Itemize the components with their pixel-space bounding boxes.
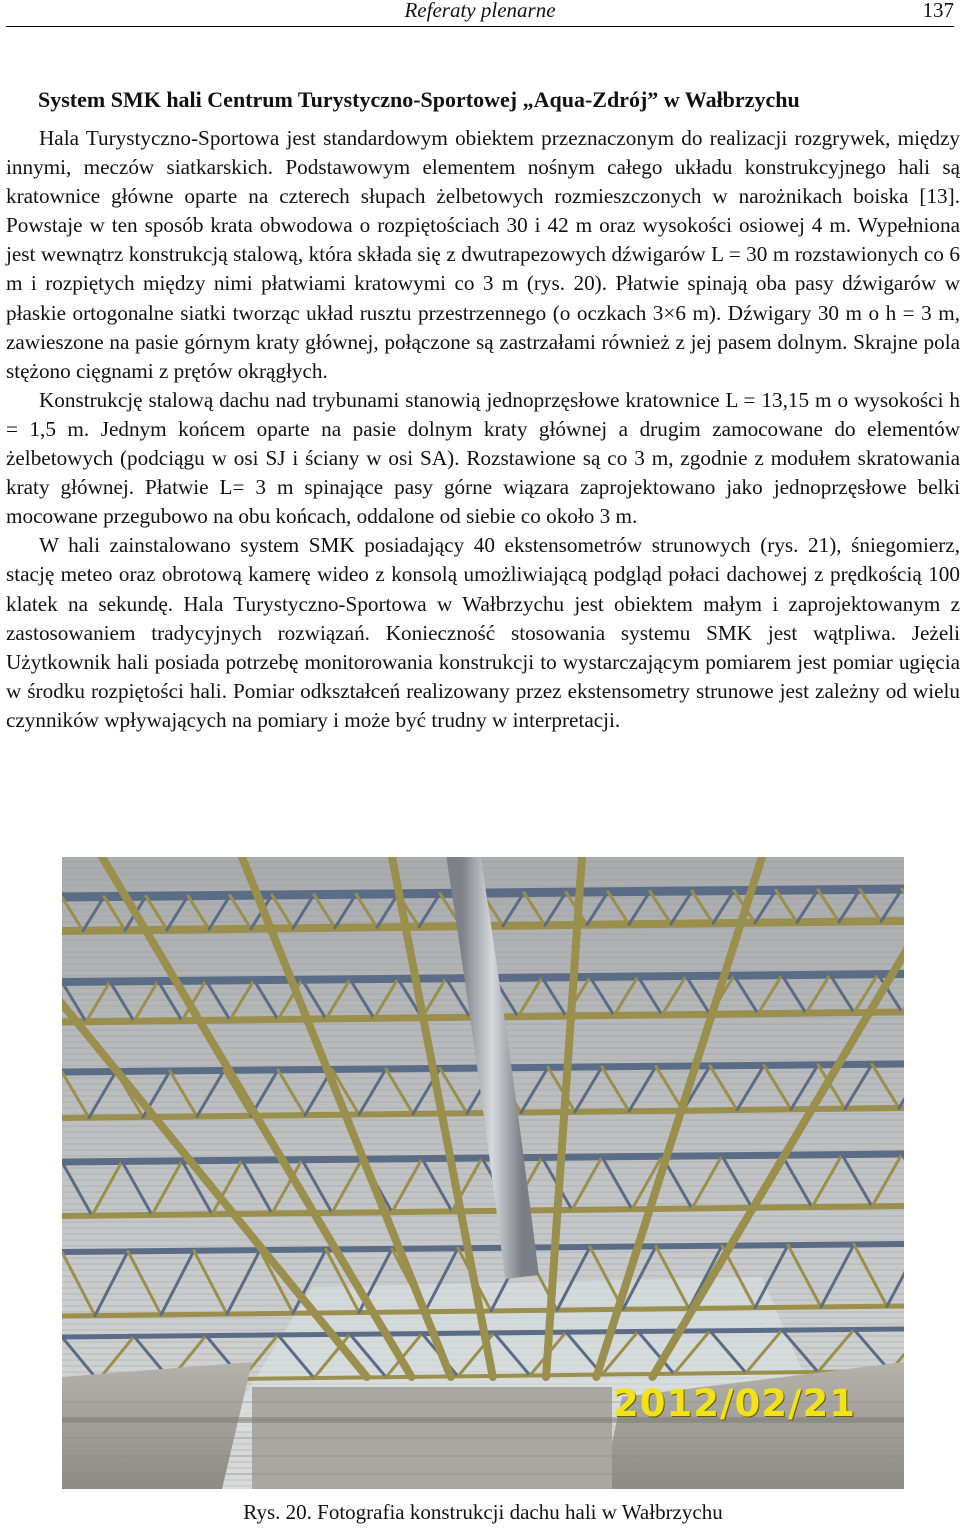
figure-caption: Rys. 20. Fotografia konstrukcji dachu hali w Wałbrzychu: [243, 1500, 723, 1524]
section-title: System SMK hali Centrum Turystyczno-Sportowej „Aqua-Zdrój” w Wałbrzychu: [38, 87, 800, 112]
paragraph-2: Konstrukcję stalową dachu nad trybunami stanowią jednoprzęsłowe kratownice L = 13,15 m o wysokości h = 1,5 m. Jednym końcem oparte na pasie dolnym kraty głównej a drugim zamocowane do elementów żelbetowych (podciągu w osi SJ i ściany w osi SA). Rozstawione są co 3 m, zgodnie z modułem skratowania kraty głównej. Płatwie L= 3 m spinające pasy górne wiązara zaprojektowano jako jednoprzęsłowe belki mocowane przegubowo na obu końcach, oddalone od siebie co około 3 m.: [6, 387, 960, 529]
journal-section-name: Referaty plenarne: [404, 0, 556, 22]
concrete-wall-left: [62, 1362, 252, 1489]
roof-structure-photo: [62, 857, 904, 1489]
photo-date-stamp: 2012/02/21: [613, 1382, 856, 1425]
running-header: [6, 0, 954, 27]
page-number: 137: [922, 0, 954, 22]
body-text: [6, 124, 960, 735]
paragraph-3: W hali zainstalowano system SMK posiadający 40 ekstensometrów strunowych (rys. 21), śniegomierz, stację meteo oraz obrotową kamerę wideo z konsolą umożliwiającą podgląd połaci dachowej z prędkością 100 klatek na sekundę. Hala Turystyczno-Sportowa w Wałbrzychu jest obiektem małym i zaprojektowanym z zastosowaniem tradycyjnych rozwiązań. Konieczność stosowania systemu SMK jest wątpliwa. Jeżeli Użytkownik hali posiada potrzebę monitorowania konstrukcji to wystarczającym pomiarem jest pomiar ugięcia w środku rozpiętości hali. Pomiar odkształceń realizowany przez ekstensometry strunowe jest zależny od wielu czynników wpływających na pomiary i może być trudny w interpretacji.: [6, 533, 960, 732]
paragraph-1: Hala Turystyczno-Sportowa jest standardowym obiektem przeznaczonym do realizacji rozgrywek, między innymi, meczów siatkarskich. Podstawowym elementem nośnym całego układu konstrukcyjnego hali są kratownice główne oparte na czterech słupach żelbetowych rozmieszczonych w narożnikach boiska [13]. Powstaje w ten sposób krata obwodowa o rozpiętościach 30 i 42 m oraz wysokości osiowej 4 m. Wypełniona jest wewnątrz konstrukcją stalową, która składa się z dwutrapezowych dźwigarów L = 30 m rozstawionych co 6 m i rozpiętych między nimi płatwiami kratowymi co 3 m (rys. 20). Płatwie spinają oba pasy dźwigarów w płaskie ortogonalne siatki tworząc układ rusztu przestrzennego (o oczkach 3×6 m). Dźwigary 30 m o h = 3 m, zawieszone na pasie górnym kraty głównej, połączone są zastrzałami również z jej pasem dolnym. Skrajne pola stężono cięgnami z prętów okrągłych.: [6, 126, 960, 383]
